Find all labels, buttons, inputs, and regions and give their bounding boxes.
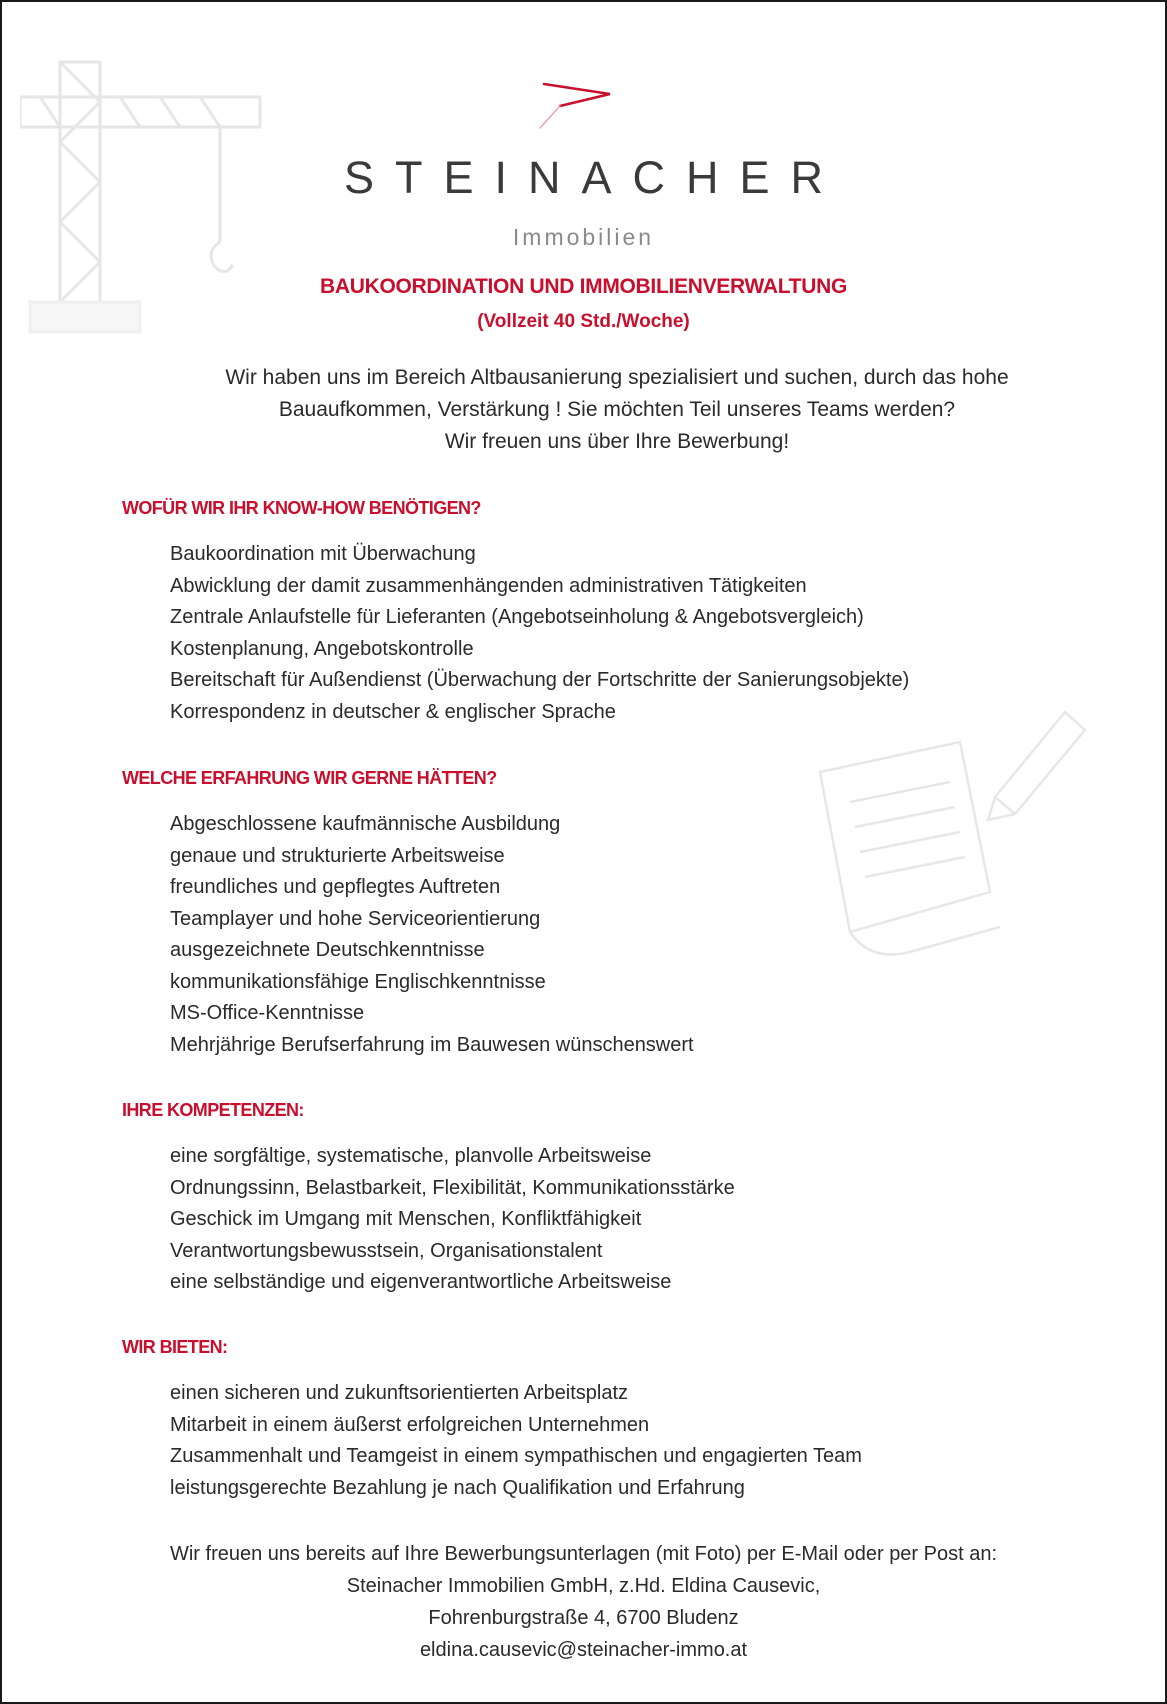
- list-item: Kostenplanung, Angebotskontrolle: [170, 637, 474, 660]
- section-experience: [122, 768, 1122, 1061]
- list-item: eine sorgfältige, systematische, planvolle Arbeitsweise: [170, 1145, 652, 1167]
- section-heading: IHRE KOMPETENZEN:: [122, 1100, 304, 1120]
- list-item: Zentrale Anlaufstelle für Lieferanten (Angebotseinholung & Angebotsvergleich): [170, 606, 864, 628]
- intro-line: Wir haben uns im Bereich Altbausanierung spezialisiert und suchen, durch das hohe: [225, 366, 1009, 389]
- competency-list: [122, 1141, 1122, 1299]
- list-item: ausgezeichnete Deutschkenntnisse: [170, 939, 485, 961]
- list-item: genaue und strukturierte Arbeitsweise: [170, 844, 505, 867]
- list-item: Verantwortungsbewusstsein, Organisationstalent: [170, 1239, 603, 1262]
- offer-list: [122, 1378, 1122, 1504]
- list-item: Ordnungssinn, Belastbarkeit, Flexibilität, Kommunikationsstärke: [170, 1176, 735, 1199]
- section-heading: WELCHE ERFAHRUNG WIR GERNE HÄTTEN?: [122, 768, 497, 788]
- list-item: Zusammenhalt und Teamgeist in einem sympathischen und engagierten Team: [170, 1445, 862, 1467]
- section-tasks: [122, 498, 1122, 728]
- brand-subtitle: Immobilien: [512, 224, 655, 250]
- intro-line: Wir freuen uns über Ihre Bewerbung!: [444, 430, 790, 453]
- list-item: einen sicheren und zukunftsorientierten Arbeitsplatz: [170, 1382, 629, 1404]
- list-item: Teamplayer und hohe Serviceorientierung: [170, 907, 541, 930]
- brand-name: STEINACHER: [343, 152, 845, 203]
- contact-company: Steinacher Immobilien GmbH, z.Hd. Eldina Causevic,: [346, 1575, 821, 1597]
- intro-line: Bauaufkommen, Verstärkung ! Sie möchten Teil unseres Teams werden?: [278, 398, 956, 421]
- section-offer: [122, 1337, 1122, 1504]
- contact-block: [2, 1538, 1165, 1666]
- list-item: Korrespondenz in deutscher & englischer Sprache: [170, 700, 616, 723]
- list-item: Abgeschlossene kaufmännische Ausbildung: [170, 813, 561, 835]
- intro-text: [102, 362, 1132, 458]
- list-item: Baukoordination mit Überwachung: [170, 543, 476, 565]
- logo-swoosh-icon: [532, 80, 642, 130]
- list-item: MS-Office-Kenntnisse: [170, 1002, 365, 1024]
- job-title: BAUKOORDINATION UND IMMOBILIENVERWALTUNG: [320, 275, 847, 298]
- contact-email[interactable]: eldina.causevic@steinacher-immo.at: [419, 1639, 748, 1661]
- contact-address: Fohrenburgstraße 4, 6700 Bludenz: [428, 1607, 739, 1629]
- list-item: Abwicklung der damit zusammenhängenden administrativen Tätigkeiten: [170, 574, 807, 597]
- task-list: [122, 539, 1122, 728]
- section-competencies: [122, 1100, 1122, 1299]
- section-heading: WOFÜR WIR IHR KNOW-HOW BENÖTIGEN?: [122, 498, 481, 518]
- list-item: eine selbständige und eigenverantwortliche Arbeitsweise: [170, 1271, 672, 1293]
- closing-line: Wir freuen uns bereits auf Ihre Bewerbungsunterlagen (mit Foto) per E-Mail oder per Post an:: [169, 1543, 998, 1565]
- experience-list: [122, 809, 1122, 1061]
- list-item: kommunikationsfähige Englischkenntnisse: [170, 970, 546, 993]
- list-item: Bereitschaft für Außendienst (Überwachung der Fortschritte der Sanierungsobjekte): [170, 669, 910, 691]
- list-item: Mitarbeit in einem äußerst erfolgreichen Unternehmen: [170, 1413, 650, 1436]
- list-item: Mehrjährige Berufserfahrung im Bauwesen wünschenswert: [170, 1033, 694, 1056]
- list-item: leistungsgerechte Bezahlung je nach Qualifikation und Erfahrung: [170, 1476, 745, 1499]
- list-item: Geschick im Umgang mit Menschen, Konfliktfähigkeit: [170, 1208, 642, 1230]
- list-item: freundliches und gepflegtes Auftreten: [170, 876, 501, 898]
- job-hours: (Vollzeit 40 Std./Woche): [477, 311, 690, 332]
- section-heading: WIR BIETEN:: [122, 1337, 228, 1357]
